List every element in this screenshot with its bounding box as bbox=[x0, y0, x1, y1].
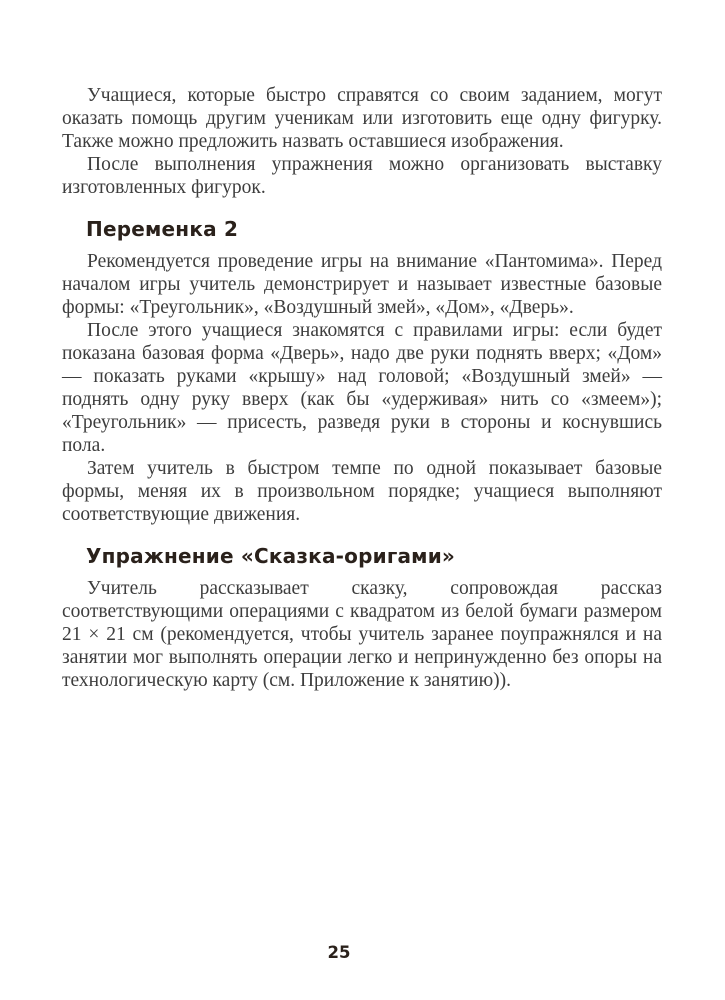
page-number: 25 bbox=[327, 943, 351, 962]
intro-paragraph-1: Учащиеся, которые быстро справятся со своим заданием, могут оказать помощь другим ученикам или изготовить еще одну фигурку. Также можно предложить назвать оставшиеся изображения. bbox=[62, 85, 662, 152]
text-block bbox=[62, 84, 662, 692]
section-heading-peremenka-2: Переменка 2 bbox=[86, 217, 239, 241]
peremenka-paragraph-1: Рекомендуется проведение игры на внимание «Пантомима». Перед началом игры учитель демонстрирует и называет известные базовые формы: «Треугольник», «Воздушный змей», «Дом», «Дверь». bbox=[62, 251, 662, 318]
intro-paragraph-2: После выполнения упражнения можно организовать выставку изготовленных фигурок. bbox=[62, 154, 662, 198]
section-heading-skazka-origami: Упражнение «Сказка-оригами» bbox=[86, 544, 456, 568]
peremenka-paragraph-2: После этого учащиеся знакомятся с правилами игры: если будет показана базовая форма «Дверь», надо две руки поднять вверх; «Дом» — показать руками «крышу» над головой; «Воздушный змей» — поднять одну руку вверх (как бы «удерживая» нить со «змеем»); «Треугольник» — присесть, разведя руки в стороны и коснувшись пола. bbox=[62, 320, 662, 456]
skazka-paragraph-1: Учитель рассказывает сказку, сопровождая рассказ соответствующими операциями с квадратом из белой бумаги размером 21 × 21 см (рекомендуется, чтобы учитель заранее поупражнялся и на занятии мог выполнять операции легко и непринужденно без опоры на технологическую карту (см. Приложение к занятию)). bbox=[62, 578, 662, 691]
peremenka-paragraph-3: Затем учитель в быстром темпе по одной показывает базовые формы, меняя их в произвольном порядке; учащиеся выполняют соответствующие движения. bbox=[62, 458, 662, 525]
